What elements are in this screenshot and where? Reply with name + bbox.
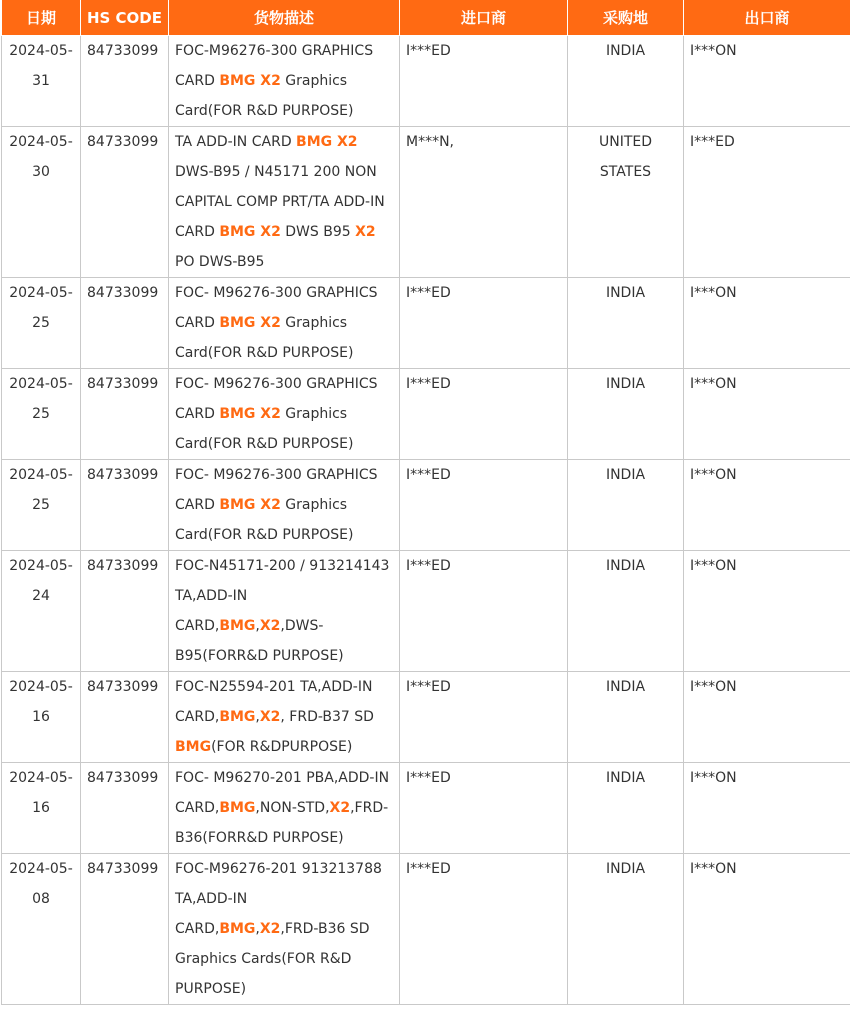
hs-code-cell: 84733099 [81,854,169,1005]
highlighted-keyword: X2 [259,709,281,725]
description-text: FOC- M96270-201 PBA,ADD-IN CARD, [175,770,390,816]
highlighted-keyword: X2 [259,921,281,937]
date-cell: 2024-05-08 [2,854,81,1005]
column-header-hs-code: HS CODE [81,0,169,36]
exporter-cell: I***ON [684,369,850,460]
exporter-cell: I***ON [684,278,850,369]
header-row [2,0,850,36]
origin-cell: INDIA [568,460,684,551]
table-row [2,278,850,369]
table-row [2,551,850,672]
description-text: TA ADD-IN CARD [175,134,297,150]
date-cell: 2024-05-16 [2,763,81,854]
exporter-cell: I***ON [684,460,850,551]
table-row [2,672,850,763]
shipment-records-table [1,0,850,1005]
origin-cell: INDIA [568,369,684,460]
description-text: FOC- M96276-300 GRAPHICS CARD [175,376,378,422]
exporter-cell: I***ON [684,854,850,1005]
importer-cell: I***ED [400,763,568,854]
description-cell [169,551,400,672]
table-row [2,127,850,278]
importer-cell: I***ED [400,551,568,672]
importer-cell: I***ED [400,672,568,763]
importer-cell: I***ED [400,278,568,369]
exporter-cell: I***ON [684,551,850,672]
column-header-exporter: 出口商 [684,0,850,36]
highlighted-keyword: X2 [329,800,351,816]
description-text: , [255,618,260,634]
highlighted-keyword: X2 [355,224,376,240]
description-text: DWS-B95 / N45171 200 NON CAPITAL COMP PRT/TA ADD-IN CARD [175,164,385,240]
description-cell [169,278,400,369]
origin-cell: INDIA [568,672,684,763]
description-text: Graphics Card(FOR R&D PURPOSE) [175,497,354,543]
exporter-cell: I***ED [684,127,850,278]
description-cell [169,854,400,1005]
description-cell [169,127,400,278]
highlighted-keyword: BMG [219,800,256,816]
description-text: Graphics Card(FOR R&D PURPOSE) [175,315,354,361]
description-text: FOC-N45171-200 / 913214143 TA,ADD-IN CARD, [175,558,390,634]
highlighted-keyword: BMG [219,709,256,725]
origin-cell: INDIA [568,763,684,854]
table-row [2,36,850,127]
date-cell: 2024-05-16 [2,672,81,763]
column-header-date: 日期 [2,0,81,36]
highlighted-keyword: BMG [175,739,212,755]
origin-cell: INDIA [568,36,684,127]
highlighted-keyword: BMG X2 [219,497,281,513]
date-cell: 2024-05-24 [2,551,81,672]
hs-code-cell: 84733099 [81,551,169,672]
column-header-origin: 采购地 [568,0,684,36]
hs-code-cell: 84733099 [81,127,169,278]
highlighted-keyword: BMG X2 [296,134,358,150]
date-cell: 2024-05-25 [2,278,81,369]
description-cell [169,369,400,460]
highlighted-keyword: BMG X2 [219,315,281,331]
exporter-cell: I***ON [684,36,850,127]
description-text: (FOR R&DPURPOSE) [211,739,353,755]
hs-code-cell: 84733099 [81,460,169,551]
description-text: , [255,921,260,937]
description-text: PO DWS-B95 [175,254,265,270]
description-text: ,FRD-B36 SD Graphics Cards(FOR R&D PURPOSE) [175,921,370,997]
highlighted-keyword: BMG X2 [219,406,281,422]
column-header-description: 货物描述 [169,0,400,36]
date-cell: 2024-05-25 [2,460,81,551]
description-text: FOC-M96276-300 GRAPHICS CARD [175,43,374,89]
table-row [2,854,850,1005]
highlighted-keyword: X2 [259,618,281,634]
highlighted-keyword: BMG [219,618,256,634]
description-cell [169,672,400,763]
origin-cell: UNITED STATES [568,127,684,278]
description-text: Graphics Card(FOR R&D PURPOSE) [175,406,354,452]
importer-cell: I***ED [400,460,568,551]
highlighted-keyword: BMG [219,921,256,937]
hs-code-cell: 84733099 [81,763,169,854]
description-text: ,FRD-B36(FORR&D PURPOSE) [175,800,389,846]
description-text: ,NON-STD, [255,800,330,816]
description-text: Graphics Card(FOR R&D PURPOSE) [175,73,354,119]
date-cell: 2024-05-25 [2,369,81,460]
origin-cell: INDIA [568,551,684,672]
description-cell [169,36,400,127]
description-cell [169,763,400,854]
date-cell: 2024-05-31 [2,36,81,127]
hs-code-cell: 84733099 [81,672,169,763]
description-text: FOC-N25594-201 TA,ADD-IN CARD, [175,679,373,725]
hs-code-cell: 84733099 [81,278,169,369]
description-text: ,DWS-B95(FORR&D PURPOSE) [175,618,344,664]
description-text: FOC- M96276-300 GRAPHICS CARD [175,285,378,331]
description-cell [169,460,400,551]
highlighted-keyword: BMG X2 [219,73,281,89]
importer-cell: M***N, [400,127,568,278]
table-body [2,36,850,1005]
table-row [2,763,850,854]
exporter-cell: I***ON [684,763,850,854]
description-text: FOC-M96276-201 913213788 TA,ADD-IN CARD, [175,861,382,937]
exporter-cell: I***ON [684,672,850,763]
table-header [2,0,850,36]
importer-cell: I***ED [400,369,568,460]
date-cell: 2024-05-30 [2,127,81,278]
importer-cell: I***ED [400,36,568,127]
table-row [2,369,850,460]
description-text: , [255,709,260,725]
hs-code-cell: 84733099 [81,36,169,127]
origin-cell: INDIA [568,854,684,1005]
highlighted-keyword: BMG X2 [219,224,281,240]
description-text: FOC- M96276-300 GRAPHICS CARD [175,467,378,513]
description-text: DWS B95 [280,224,356,240]
importer-cell: I***ED [400,854,568,1005]
description-text: , FRD-B37 SD [280,709,374,725]
hs-code-cell: 84733099 [81,369,169,460]
table-row [2,460,850,551]
column-header-importer: 进口商 [400,0,568,36]
origin-cell: INDIA [568,278,684,369]
